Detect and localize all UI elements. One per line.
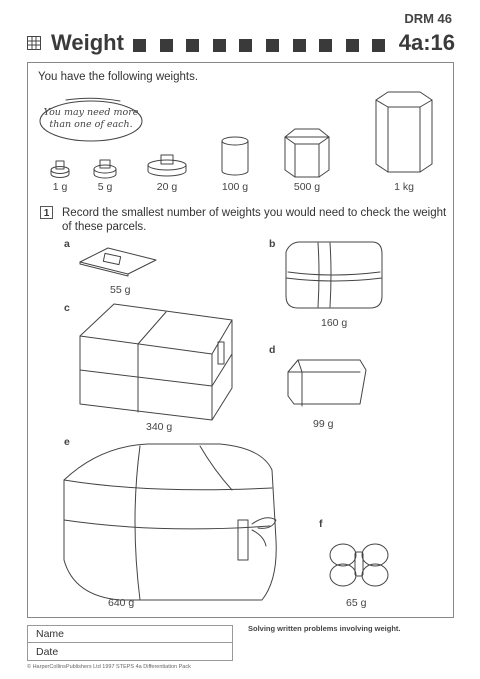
note-line-1: You may need more	[43, 107, 139, 118]
parcel-c-drawing	[80, 304, 232, 420]
intro-text: You have the following weights.	[38, 71, 199, 83]
weight-5g-icon	[94, 160, 116, 178]
weight-500g-icon	[285, 129, 329, 177]
parcel-letter: a	[64, 238, 70, 250]
note-line-2: than one of each.	[49, 119, 133, 130]
weight-label: 1 kg	[394, 181, 414, 193]
date-label: Date	[36, 646, 59, 658]
weight-label: 100 g	[221, 181, 249, 193]
learning-objective: Solving written problems involving weight.	[248, 624, 401, 633]
note-bubble	[40, 98, 142, 142]
level-code: 4a:16	[398, 30, 455, 55]
parcel-weight: 160 g	[321, 317, 348, 329]
weight-1g-icon	[51, 161, 69, 178]
parcel-letter: f	[319, 518, 323, 530]
parcel-weight: 65 g	[346, 597, 367, 609]
parcel-b-drawing	[286, 242, 382, 308]
parcel-letter: d	[269, 344, 276, 356]
weight-label: 1 g	[52, 181, 68, 193]
weight-1kg-icon	[376, 92, 432, 172]
parcel-weight: 55 g	[110, 284, 131, 296]
name-label: Name	[36, 628, 65, 640]
parcel-letter: e	[64, 436, 70, 448]
weight-label: 500 g	[293, 181, 321, 193]
parcel-letter: b	[269, 238, 276, 250]
parcel-d-drawing	[288, 360, 366, 406]
parcel-weight: 640 g	[108, 597, 135, 609]
copyright-text: © HarperCollinsPublishers Ltd 1997 STEPS 4a Differentiation Pack	[27, 664, 191, 670]
parcel-weight: 99 g	[313, 418, 334, 430]
parcel-a-drawing	[80, 248, 156, 276]
weight-100g-icon	[222, 137, 248, 175]
parcel-f-drawing	[330, 544, 388, 586]
name-date-box	[27, 625, 233, 661]
page-title: Weight	[51, 30, 124, 55]
weight-20g-icon	[148, 155, 186, 176]
parcel-e-drawing	[64, 444, 276, 600]
parcel-weight: 340 g	[146, 421, 173, 433]
weight-label: 5 g	[97, 181, 113, 193]
question-text: Record the smallest number of weights you would need to check the weight of these parcels.	[62, 207, 447, 233]
weight-label: 20 g	[156, 181, 178, 193]
parcel-letter: c	[64, 302, 70, 314]
question-number: 1	[40, 206, 53, 219]
sheet-code: DRM 46	[404, 11, 452, 26]
